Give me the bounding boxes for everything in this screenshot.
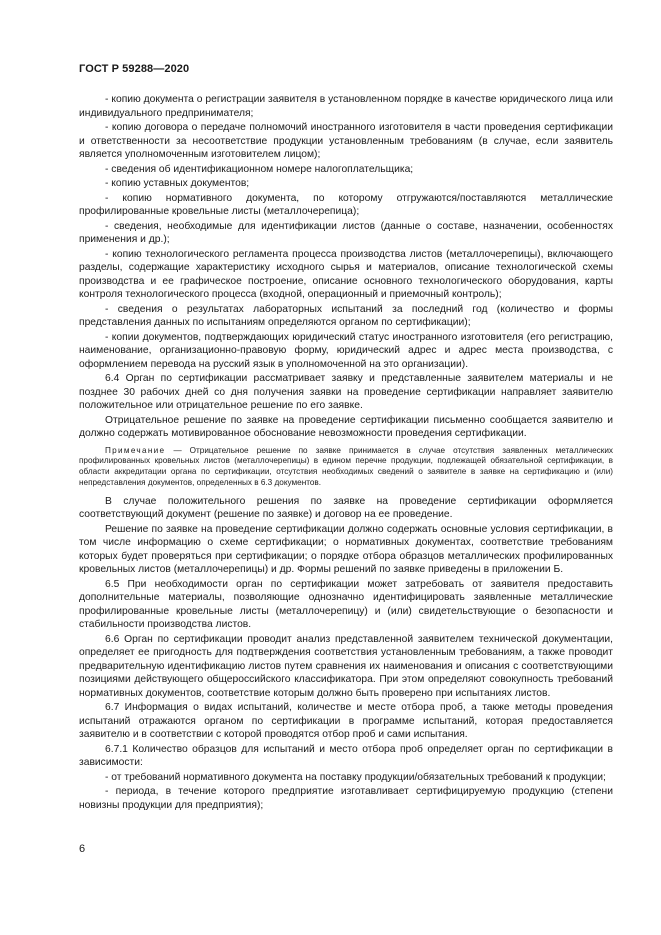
list-item: - от требований нормативного документа на поставку продукции/обязательных требований к продукции; xyxy=(105,771,606,783)
document-header: ГОСТ Р 59288—2020 xyxy=(79,63,190,75)
paragraph: В случае положительного решения по заявке на проведение сертификации оформляется соответствующий документ (решение по заявке) и договор на ее проведение. xyxy=(79,495,613,521)
paragraph: 6.7 Информация о видах испытаний, количестве и месте отбора проб, а также методы проведения испытаний отражаются органом по сертификации в программе испытаний, которая предоставляется заявителю и в соответствии с которой проводятся отбор проб и сами испытания. xyxy=(79,702,613,741)
paragraph: Отрицательное решение по заявке на проведение сертификации письменно сообщается заявителю и должно содержать мотивированное обоснование невозможности проведения сертификации. xyxy=(79,414,613,439)
list-item: - копии документов, подтверждающих юридический статус иностранного изготовителя (его регистрацию, наименование, организационно-правовую форму, юридический адрес и адрес места производства, с оформлением перевода на русский язык в уполномоченной на это организации). xyxy=(79,331,613,370)
page-number: 6 xyxy=(79,843,86,855)
list-item: - сведения об идентификационном номере налогоплательщика; xyxy=(105,163,414,175)
paragraph: 6.7.1 Количество образцов для испытаний и место отбора проб определяет орган по сертификации в зависимости: xyxy=(79,743,613,769)
list-item: - копию договора о передаче полномочий иностранного изготовителя в части проведения сертификации и ответственности за несоответствие продукции установленным требованиям (в случае, если заявитель является уполномоченным изготовителем лицом); xyxy=(79,122,613,160)
list-item: - копию технологического регламента процесса производства листов (металлочерепицы), включающего разделы, содержащие характеристику исходного сырья и материалов, описание технологической схемы производства и ее графическое построение, описание основного технологического оборудования, карты контроля технологического процесса (входной, операционный и приемочный контроль); xyxy=(79,248,613,300)
paragraph: 6.6 Орган по сертификации проводит анализ представленной заявителем технической документации, определяет ее пригодность для подтверждения соответствия установленным требованиям, а также проводит предварительную идентификацию листов путем сравнения их наименования и описания с соответствующими позициями действующего общероссийского классификатора. При этом определяют совокупность требований нормативных документов, соответствие которым должно быть проверено при испытаниях листов. xyxy=(79,633,613,699)
list-item: - сведения, необходимые для идентификации листов (данные о составе, назначении, особенностях применения и др.); xyxy=(79,220,613,245)
list-item: - периода, в течение которого предприятие изготавливает сертифицируемую продукцию (степени новизны продукции для предприятия); xyxy=(79,786,613,811)
paragraph: Решение по заявке на проведение сертификации должно содержать основные условия сертификации, в том числе информацию о схеме сертификации; о нормативных документах, соответствие требованиям которых будет проверяться при сертификации; о порядке отбора образцов металлических профилированных кровельных листов (металлочерепицы) и др. Формы решений по заявке приведены в приложении Б. xyxy=(79,523,613,576)
note-text: — Отрицательное решение по заявке принимается в случае отсутствия заявленных металлических профилированных кровельных листов (металлочерепицы) в едином перечне продукции, подлежащей обязательной сертификации, в области аккредитации органа по сертификации, отсутствия необходимых сведений о заявителе в заявке на сертификацию и (или) непредставления документов, определенных в 6.3 документов. xyxy=(79,445,613,487)
paragraph: 6.4 Орган по сертификации рассматривает заявку и представленные заявителем материалы и не позднее 30 рабочих дней со дня получения заявки на проведение сертификации направляет заявителю положительное или отрицательное решение по его заявке. xyxy=(79,373,613,411)
list-item: - сведения о результатах лабораторных испытаний за последний год (количество и формы представления данных по испытаниям определяются органом по сертификации); xyxy=(79,303,613,328)
paragraph: 6.5 При необходимости орган по сертификации может затребовать от заявителя предоставить дополнительные материалы, позволяющие однозначно идентифицировать заявленные металлические профилированные кровельные листы (металлочерепицу) и (или) свидетельствующие о безопасности и стабильности производства листов. xyxy=(79,578,613,631)
note-label: Примечание xyxy=(105,445,166,455)
document-body xyxy=(79,93,613,813)
list-item: - копию документа о регистрации заявителя в установленном порядке в качестве юридического лица или индивидуального предпринимателя; xyxy=(79,94,613,119)
list-item: - копию нормативного документа, по которому отгружаются/поставляются металлические профилированные кровельные листы (металлочерепица); xyxy=(79,192,613,217)
list-item: - копию уставных документов; xyxy=(105,178,250,189)
note xyxy=(79,446,613,489)
